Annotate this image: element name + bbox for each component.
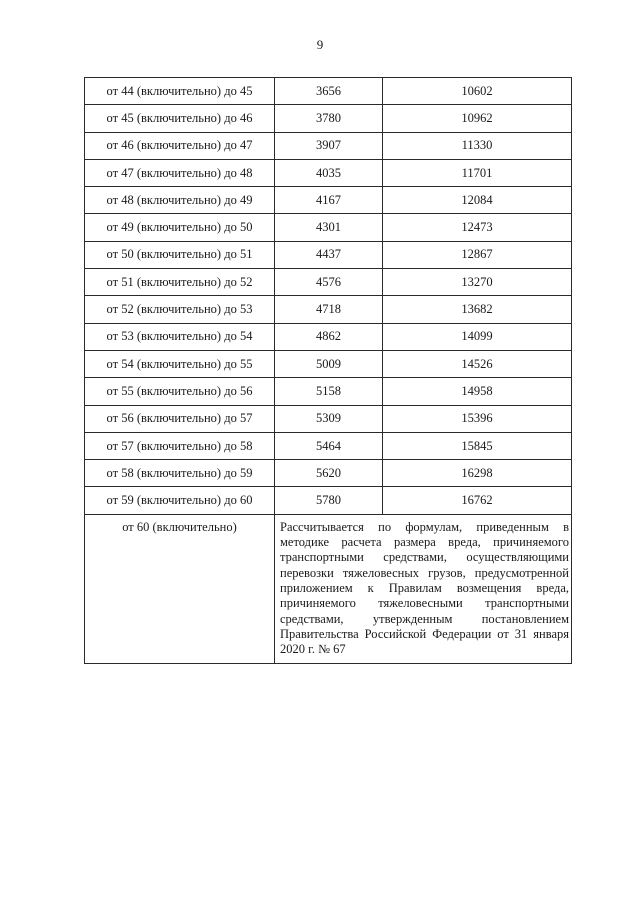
value2-cell: 13270 [383,269,572,296]
value2-cell: 11330 [383,132,572,159]
table-row [85,187,572,214]
table-row [85,132,572,159]
table-row [85,105,572,132]
range-cell: от 58 (включительно) до 59 [85,460,275,487]
range-cell: от 45 (включительно) до 46 [85,105,275,132]
range-cell: от 44 (включительно) до 45 [85,78,275,105]
range-cell: от 55 (включительно) до 56 [85,378,275,405]
value2-cell: 14526 [383,350,572,377]
range-cell: от 49 (включительно) до 50 [85,214,275,241]
range-cell: от 48 (включительно) до 49 [85,187,275,214]
range-cell: от 59 (включительно) до 60 [85,487,275,514]
value2-cell: 14958 [383,378,572,405]
value1-cell: 4437 [275,241,383,268]
table-row [85,159,572,186]
table-row [85,487,572,514]
value1-cell: 4301 [275,214,383,241]
table-row [85,350,572,377]
value2-cell: 14099 [383,323,572,350]
value2-cell: 15396 [383,405,572,432]
rates-table [84,77,572,664]
table-row-final [85,514,572,664]
value2-cell: 10962 [383,105,572,132]
value2-cell: 10602 [383,78,572,105]
table-row [85,432,572,459]
value1-cell: 5009 [275,350,383,377]
table-row [85,269,572,296]
value2-cell: 12473 [383,214,572,241]
calculation-description-cell: Рассчитывается по формулам, приведенным в методике расчета размера вреда, причиняемого транспортными средствами, осуществляющими перевозки тяжеловесных грузов, предусмотренной приложением к Правилам возмещения вреда, причиняемого тяжеловесными транспортными средствами, утвержденным постановлением Правительства Российской Федерации от 31 января 2020 г. № 67 [275,514,572,664]
table-row [85,241,572,268]
table-row [85,460,572,487]
value2-cell: 15845 [383,432,572,459]
value1-cell: 3780 [275,105,383,132]
value1-cell: 4576 [275,269,383,296]
table-row [85,378,572,405]
value1-cell: 4718 [275,296,383,323]
range-cell: от 52 (включительно) до 53 [85,296,275,323]
value1-cell: 5158 [275,378,383,405]
table-row [85,405,572,432]
value1-cell: 5780 [275,487,383,514]
table-row [85,214,572,241]
value1-cell: 3656 [275,78,383,105]
value1-cell: 3907 [275,132,383,159]
value1-cell: 5620 [275,460,383,487]
page-number: 9 [316,37,324,52]
range-cell: от 54 (включительно) до 55 [85,350,275,377]
table-row [85,78,572,105]
value2-cell: 11701 [383,159,572,186]
value2-cell: 16762 [383,487,572,514]
value1-cell: 4862 [275,323,383,350]
range-cell: от 60 (включительно) [85,514,275,664]
range-cell: от 50 (включительно) до 51 [85,241,275,268]
value1-cell: 4167 [275,187,383,214]
range-cell: от 56 (включительно) до 57 [85,405,275,432]
range-cell: от 46 (включительно) до 47 [85,132,275,159]
table-row [85,323,572,350]
value2-cell: 16298 [383,460,572,487]
value2-cell: 12084 [383,187,572,214]
range-cell: от 53 (включительно) до 54 [85,323,275,350]
value1-cell: 4035 [275,159,383,186]
value2-cell: 12867 [383,241,572,268]
value2-cell: 13682 [383,296,572,323]
value1-cell: 5464 [275,432,383,459]
range-cell: от 47 (включительно) до 48 [85,159,275,186]
range-cell: от 51 (включительно) до 52 [85,269,275,296]
range-cell: от 57 (включительно) до 58 [85,432,275,459]
value1-cell: 5309 [275,405,383,432]
rates-table-body [85,78,572,664]
table-row [85,296,572,323]
